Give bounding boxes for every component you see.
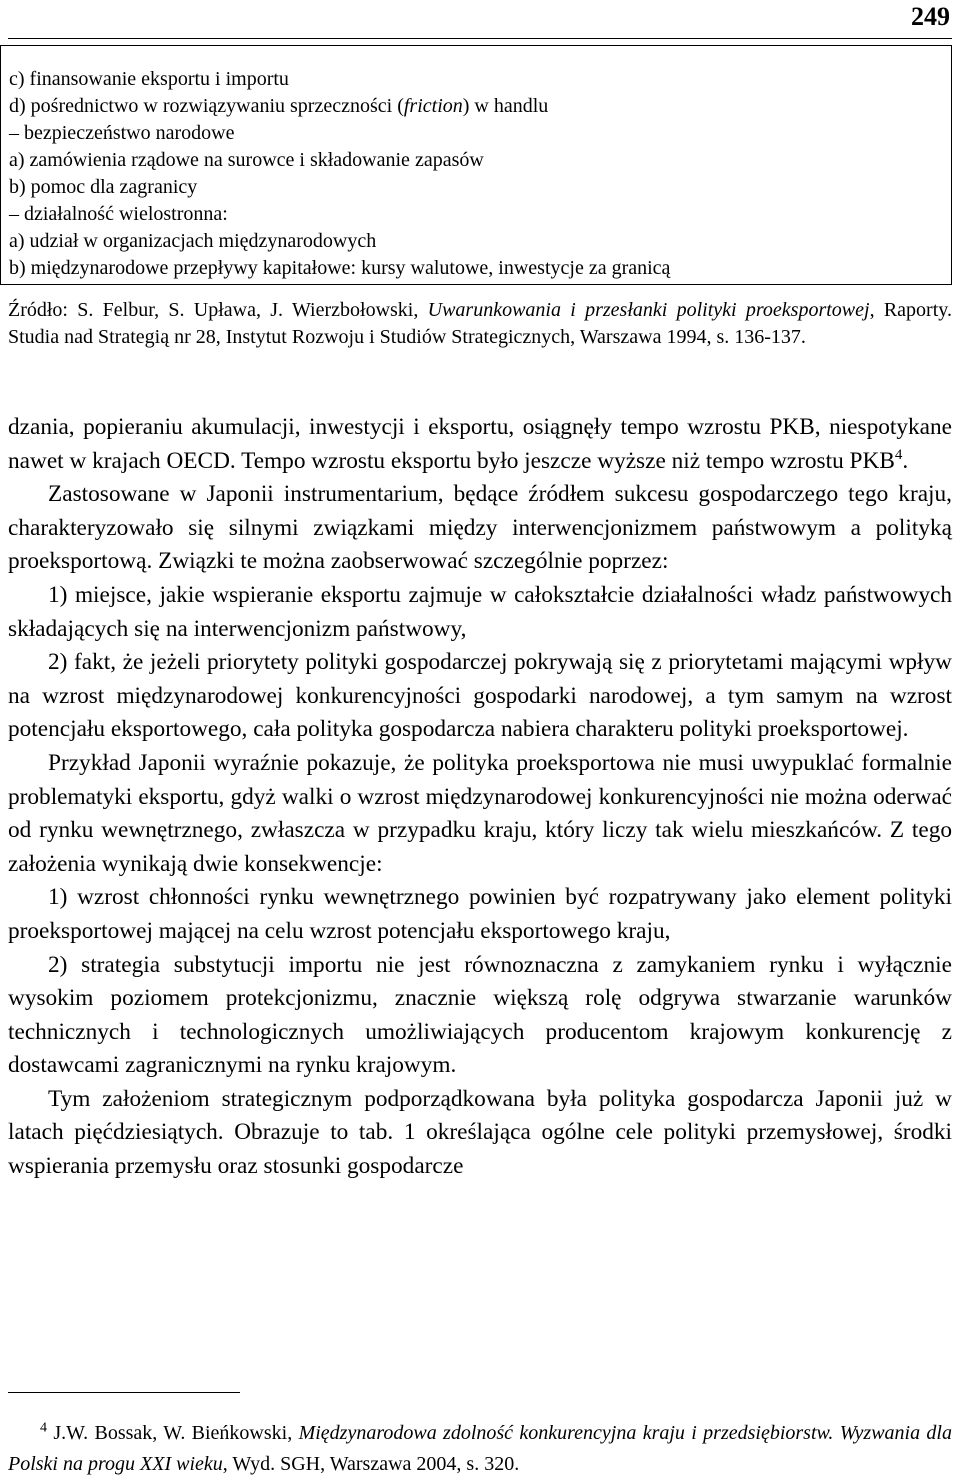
table-row: a) zamówienia rządowe na surowce i składowanie zapasów [9, 149, 484, 171]
table-row: – bezpieczeństwo narodowe [9, 122, 235, 144]
table-row: – działalność wielostronna: [9, 203, 228, 225]
list-item: 1) miejsce, jakie wspieranie eksportu zajmuje w całokształcie działalności władz państwowych składających się na interwencjonizm państwowy, [8, 581, 952, 642]
footnote: $^4$ J.W. Bossak, W. Bieńkowski, Międzynarodowa zdolność konkurencyjna kraju i przedsiębiorstw. Wyzwania dla Polski na progu XXI wieku, Wyd. SGH, Warszawa 2004, s. 320. [8, 1420, 952, 1475]
list-item: 2) strategia substytucji importu nie jest równoznaczna z zamykaniem rynku i wyłącznie wysokim poziomem protekcjonizmu, znacznie większą rolę odgrywa stwarzanie warunków technicznych i technologicznych umożliwiających producentom krajowym konkurencję z dostawcami zagranicznymi na rynku krajowym. [8, 951, 952, 1079]
body-text [8, 411, 952, 1184]
footnote-number: 4 [40, 1420, 47, 1436]
footnote-rule [8, 1392, 240, 1393]
table-row: b) pomoc dla zagranicy [9, 176, 198, 198]
table-continuation [0, 45, 952, 285]
table-row: d) pośrednictwo w rozwiązywaniu sprzeczności (friction) w handlu [9, 95, 549, 117]
paragraph: dzania, popieraniu akumulacji, inwestycji i eksportu, osiągnęły tempo wzrostu PKB, niespotykane nawet w krajach OECD. Tempo wzrostu eksportu było jeszcze wyższe niż tempo wzrostu PKB$^4$. [8, 414, 952, 474]
table-row: a) udział w organizacjach międzynarodowych [9, 230, 377, 252]
table-source: Źródło: S. Felbur, S. Upława, J. Wierzbołowski, Uwarunkowania i przesłanki polityki proeksportowej, Raporty. Studia nad Strategią nr 28, Instytut Rozwoju i Studiów Strategicznych, Warszawa 1994, s. 136-137. [8, 299, 952, 348]
paragraph: Przykład Japonii wyraźnie pokazuje, że polityka proeksportowa nie musi uwypuklać formalnie problematyki eksportu, gdyż walki o wzrost międzynarodowej konkurencyjności nie można oderwać od rynku wewnętrznego, zwłaszcza w przypadku kraju, który liczy tak wielu mieszkańców. Z tego założenia wynikają dwie konsekwencje: [8, 749, 952, 877]
header-rule [8, 38, 952, 39]
list-item: 2) fakt, że jeżeli priorytety polityki gospodarczej pokrywają się z priorytetami mającymi wpływ na wzrost międzynarodowej konkurencyjności gospodarki narodowej, a tym samym na wzrost potencjału eksportowego, cała polityka gospodarcza nabiera charakteru polityki proeksportowej. [8, 649, 952, 743]
page-number: 249 [911, 2, 950, 31]
paragraph: Zastosowane w Japonii instrumentarium, będące źródłem sukcesu gospodarczego tego kraju, charakteryzowało się silnymi związkami między interwencjonizmem państwowym a polityką proeksportową. Związki te można zaobserwować szczególnie poprzez: [8, 481, 952, 575]
paragraph: Tym założeniom strategicznym podporządkowana była polityka gospodarcza Japonii już w latach pięćdziesiątych. Obrazuje to tab. 1 określająca ogólne cele polityki przemysłowej, środki wspierania przemysłu oraz stosunki gospodarcze [8, 1085, 952, 1180]
table-row: b) międzynarodowe przepływy kapitałowe: kursy walutowe, inwestycje za granicą [9, 257, 671, 279]
footnote-ref: 4 [894, 446, 903, 463]
list-item: 1) wzrost chłonności rynku wewnętrznego powinien być rozpatrywany jako element polityki proeksportowej mającej na celu wzrost potencjału eksportowego kraju, [8, 884, 952, 944]
table-row: c) finansowanie eksportu i importu [9, 68, 289, 90]
